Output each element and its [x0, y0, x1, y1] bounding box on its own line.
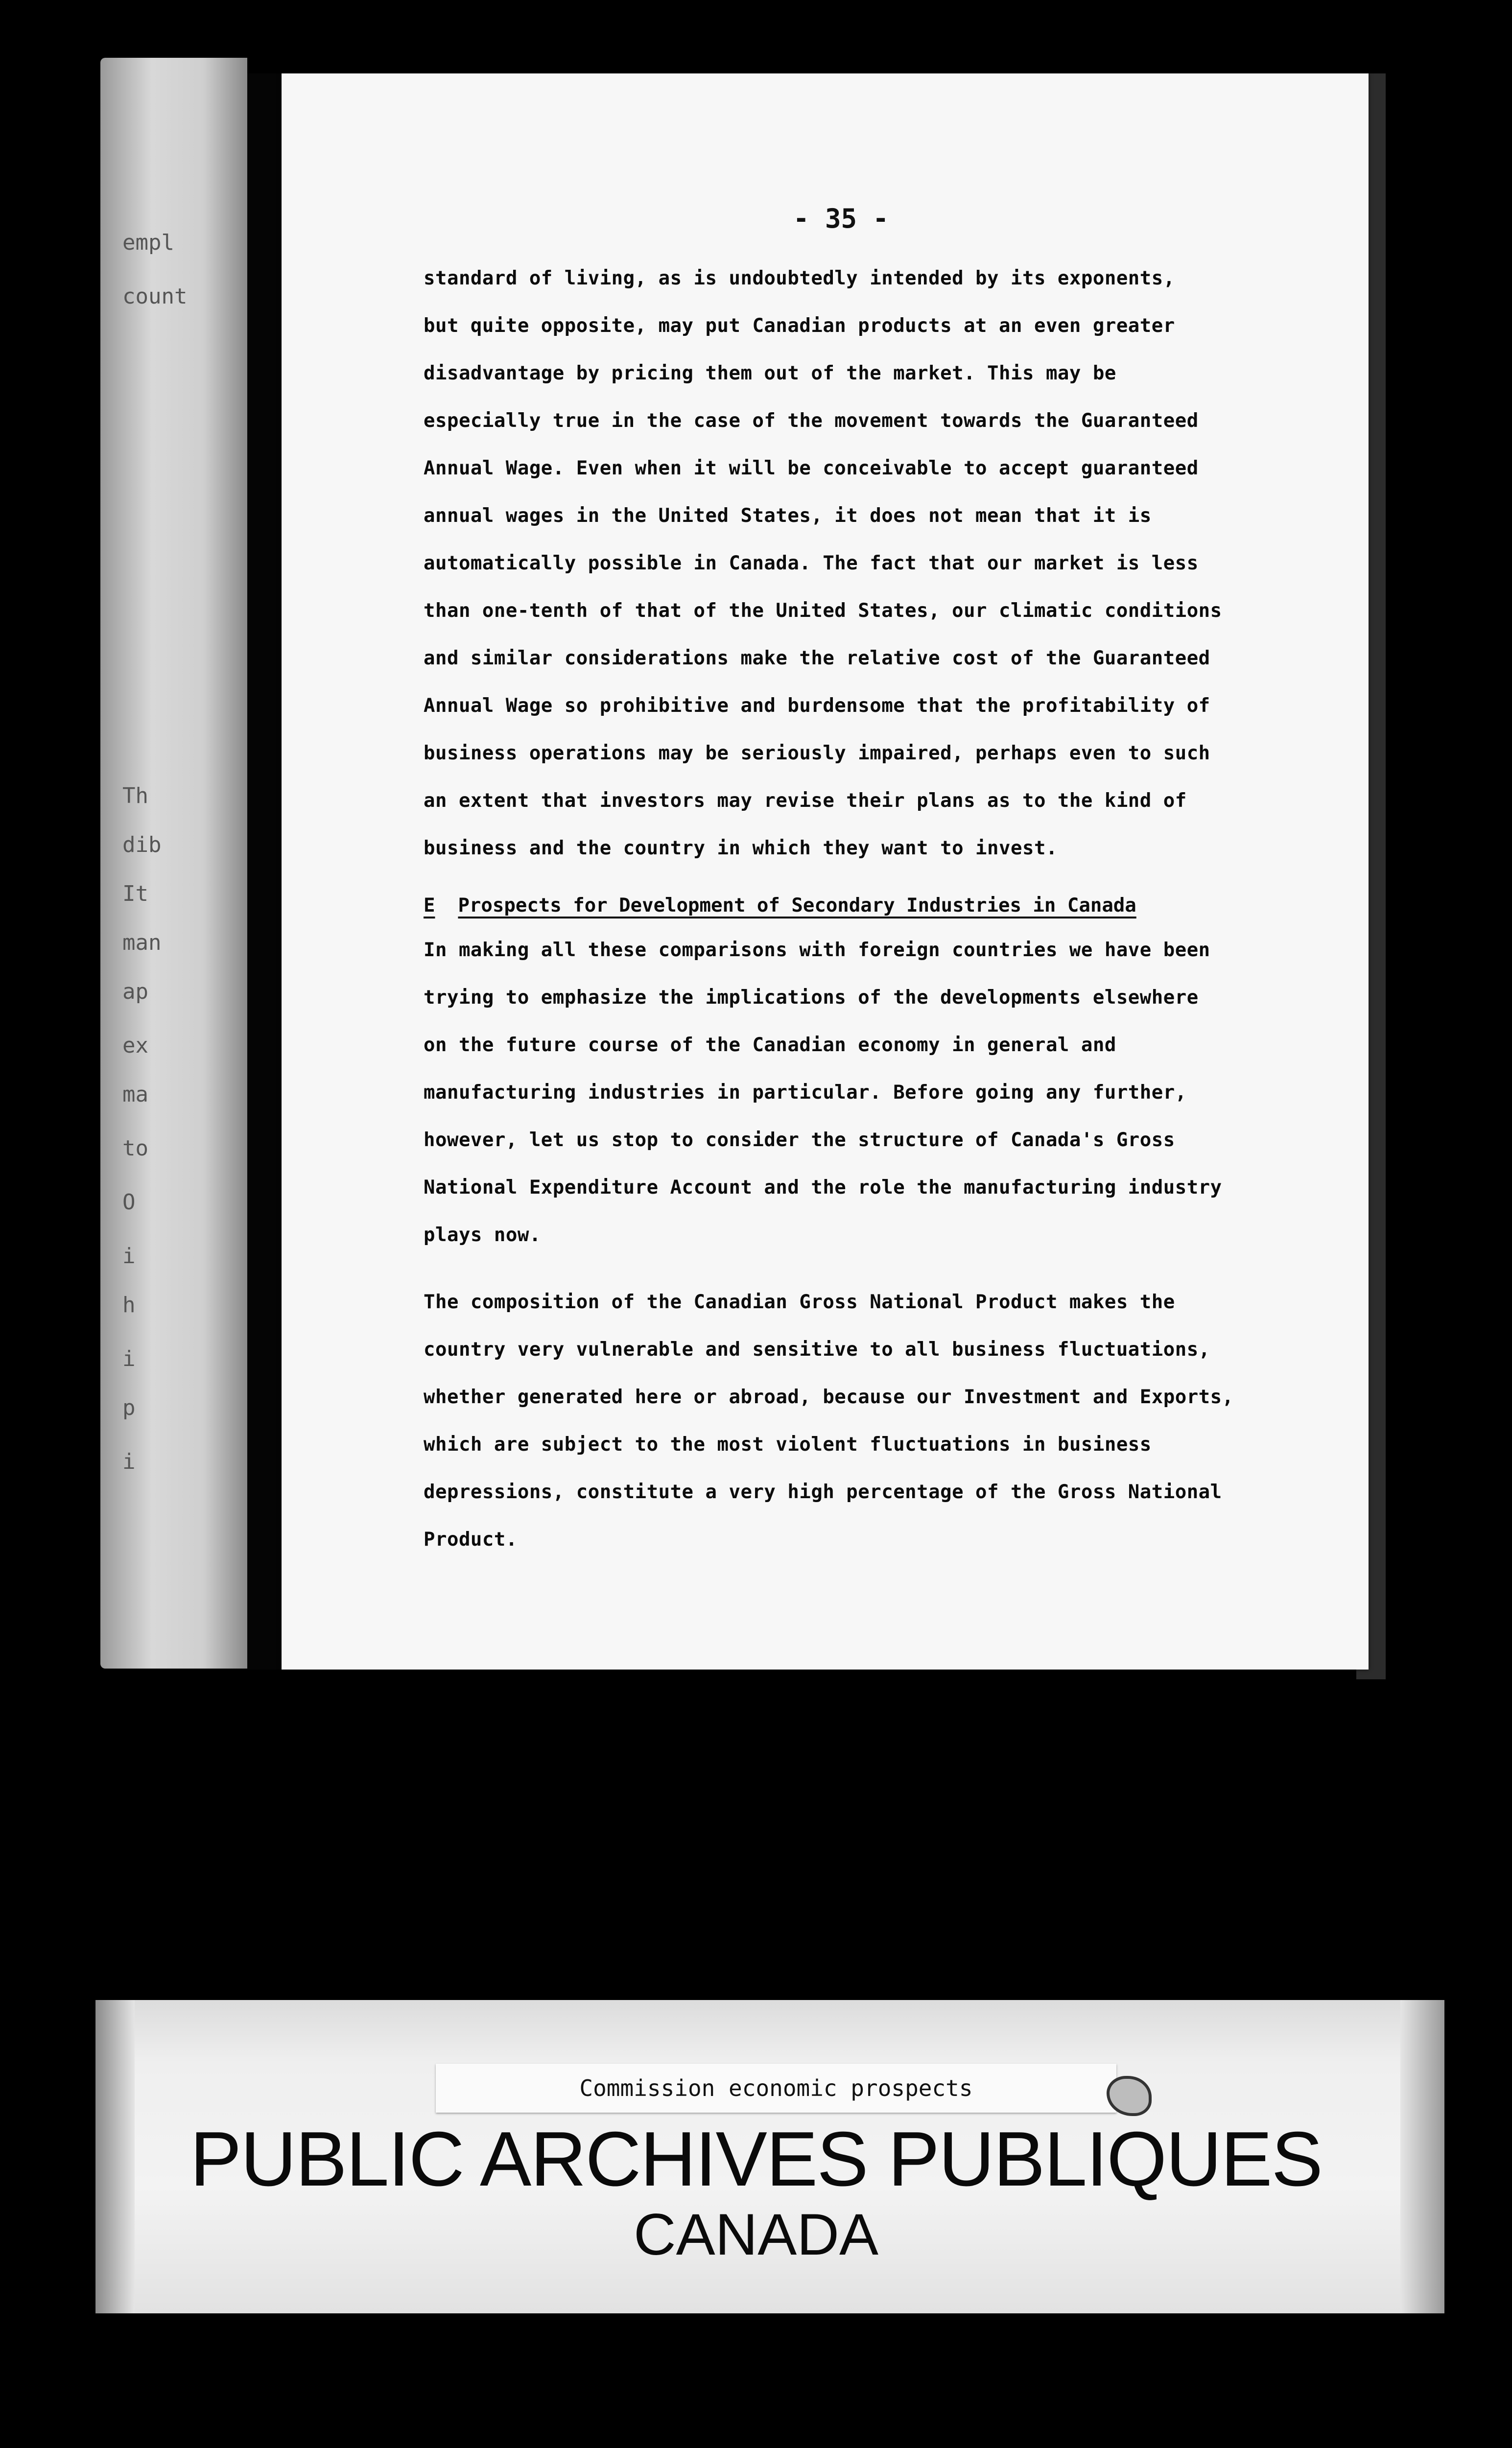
text-line: depressions, constitute a very high percentage of the Gross National: [424, 1481, 1222, 1503]
text-line: Product.: [424, 1529, 518, 1551]
left-page-fragment: p: [122, 1395, 136, 1420]
left-page-fragment: i: [122, 1346, 136, 1371]
collection-label-text: Commission economic prospects: [579, 2075, 973, 2101]
left-page-fragment: empl: [122, 230, 174, 255]
collection-label-tape: [436, 2064, 1116, 2113]
section-title: Prospects for Development of Secondary Industries in Canada: [458, 894, 1136, 917]
text-line: The composition of the Canadian Gross National Product makes the: [424, 1291, 1175, 1313]
archive-title: PUBLIC ARCHIVES PUBLIQUES: [190, 2116, 1322, 2202]
text-line: whether generated here or abroad, because our Investment and Exports,: [424, 1386, 1234, 1408]
left-page-fragment: O: [122, 1190, 136, 1215]
left-page-fragment: count: [122, 284, 188, 309]
text-line: which are subject to the most violent fluctuations in business: [424, 1434, 1152, 1456]
text-line: trying to emphasize the implications of the developments elsewhere: [424, 987, 1199, 1009]
left-page-fragment: to: [122, 1136, 148, 1161]
left-page-fragment: man: [122, 930, 162, 955]
left-page-fragment: dib: [122, 832, 162, 857]
section-letter: E: [424, 894, 435, 917]
left-page-fragment: ma: [122, 1082, 148, 1107]
text-line: Annual Wage so prohibitive and burdensome that the profitability of: [424, 695, 1210, 717]
left-page-fragment: It: [122, 881, 148, 906]
text-line: on the future course of the Canadian economy in general and: [424, 1034, 1116, 1056]
text-line: In making all these comparisons with foreign countries we have been: [424, 939, 1210, 961]
text-line: however, let us stop to consider the structure of Canada's Gross: [424, 1129, 1175, 1151]
text-line: especially true in the case of the movement towards the Guaranteed: [424, 410, 1199, 432]
left-page-fragment: i: [122, 1244, 136, 1269]
text-line: National Expenditure Account and the role the manufacturing industry: [424, 1177, 1222, 1199]
paragraph-comparisons: [424, 926, 1329, 1259]
left-page-fragment: Th: [122, 783, 148, 808]
left-page-fragment: i: [122, 1449, 136, 1474]
archive-subtitle: CANADA: [633, 2202, 879, 2267]
text-line: an extent that investors may revise their plans as to the kind of: [424, 790, 1187, 812]
left-page-fragment: h: [122, 1293, 136, 1318]
text-line: Annual Wage. Even when it will be conceivable to accept guaranteed: [424, 457, 1199, 479]
text-line: business and the country in which they want to invest.: [424, 837, 1058, 859]
section-heading-e: [424, 879, 1329, 926]
text-line: standard of living, as is undoubtedly intended by its exponents,: [424, 267, 1175, 289]
page-number: - 35 -: [793, 203, 889, 234]
text-line: annual wages in the United States, it does not mean that it is: [424, 505, 1152, 527]
text-line: business operations may be seriously impaired, perhaps even to such: [424, 742, 1210, 764]
text-line: but quite opposite, may put Canadian products at an even greater: [424, 315, 1175, 337]
text-line: manufacturing industries in particular. Before going any further,: [424, 1082, 1187, 1104]
text-line: than one-tenth of that of the United States, our climatic conditions: [424, 600, 1222, 622]
paragraph-guaranteed-annual-wage: [424, 255, 1329, 872]
left-page-fragment: ex: [122, 1033, 148, 1058]
text-line: and similar considerations make the relative cost of the Guaranteed: [424, 647, 1210, 669]
text-line: automatically possible in Canada. The fact that our market is less: [424, 552, 1199, 574]
left-page-fragment: ap: [122, 979, 148, 1004]
paragraph-gap: [424, 1259, 1329, 1278]
text-line: plays now.: [424, 1224, 541, 1246]
page-body: [424, 255, 1329, 1563]
text-line: disadvantage by pricing them out of the market. This may be: [424, 362, 1116, 384]
paragraph-gnp-composition: [424, 1278, 1329, 1563]
text-line: country very vulnerable and sensitive to all business fluctuations,: [424, 1339, 1210, 1361]
document-page: [282, 73, 1369, 1670]
